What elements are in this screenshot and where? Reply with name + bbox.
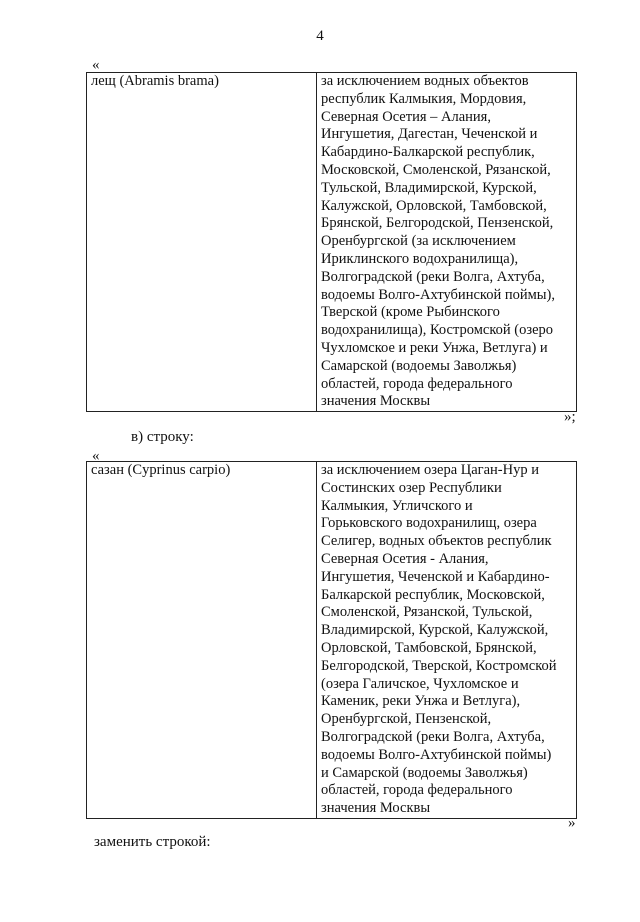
region-line: Каменик, реки Унжа и Ветлуга), xyxy=(321,693,521,710)
region-line: Калмыкия, Угличского и xyxy=(321,497,473,514)
region-line: Ингушетия, Дагестан, Чеченской и xyxy=(321,126,538,143)
region-line: Оренбургской (за исключением xyxy=(321,233,516,250)
region-line: Оренбургской, Пензенской, xyxy=(321,711,492,728)
region-line: Чухломское и реки Унжа, Ветлуга) и xyxy=(321,339,548,356)
caption-zamenit-strokoy: заменить строкой: xyxy=(94,834,211,850)
region-line: Самарской (водоемы Заволжья) xyxy=(321,357,517,374)
opening-quote-2: « xyxy=(92,448,100,464)
table-sazan xyxy=(86,461,577,819)
region-cell-sazan xyxy=(317,462,577,819)
region-line: Волгоградской (реки Волга, Ахтуба, xyxy=(321,728,545,745)
page-number: 4 xyxy=(316,28,324,44)
region-line: Волгоградской (реки Волга, Ахтуба, xyxy=(321,268,545,285)
region-line: Калужской, Орловской, Тамбовской, xyxy=(321,197,547,214)
table-row xyxy=(87,462,577,819)
table-row xyxy=(87,73,577,412)
region-line: Горьковского водохранилищ, озера xyxy=(321,515,537,532)
region-line: Тверской (кроме Рыбинского xyxy=(321,304,500,321)
region-line: Ингушетия, Чеченской и Кабардино- xyxy=(321,568,550,585)
caption-v-stroku: в) строку: xyxy=(131,429,194,445)
region-line: водоемы Волго-Ахтубинской поймы) xyxy=(321,746,552,763)
region-line: Брянской, Белгородской, Пензенской, xyxy=(321,215,554,232)
region-line: Орловской, Тамбовской, Брянской, xyxy=(321,639,537,656)
table-lesch xyxy=(86,72,577,412)
region-line: Селигер, водных объектов республик xyxy=(321,533,552,550)
region-line: за исключением озера Цаган-Нур и xyxy=(321,462,539,478)
region-line: областей, города федерального xyxy=(321,375,513,392)
region-line: значения Москвы xyxy=(321,393,431,410)
region-line: Смоленской, Рязанской, Тульской, xyxy=(321,604,533,621)
species-cell-sazan: сазан (Cyprinus carpio) xyxy=(87,462,317,819)
region-line: Северная Осетия - Алания, xyxy=(321,550,489,567)
region-line: Кабардино-Балкарской республик, xyxy=(321,144,535,161)
region-line: водоемы Волго-Ахтубинской поймы), xyxy=(321,286,555,303)
closing-quote-1: »; xyxy=(564,409,576,425)
opening-quote-1: « xyxy=(92,57,100,73)
region-line: Ириклинского водохранилища), xyxy=(321,250,519,267)
region-line: Состинских озер Республики xyxy=(321,479,502,496)
region-line: республик Калмыкия, Мордовия, xyxy=(321,90,527,107)
region-line: Северная Осетия – Алания, xyxy=(321,108,491,125)
region-line: Белгородской, Тверской, Костромской xyxy=(321,657,557,674)
region-line: областей, города федерального xyxy=(321,782,513,799)
region-line: водохранилища), Костромской (озеро xyxy=(321,322,554,339)
region-line: Владимирской, Курской, Калужской, xyxy=(321,622,549,639)
region-line: (озера Галичское, Чухломское и xyxy=(321,675,519,692)
region-line: Тульской, Владимирской, Курской, xyxy=(321,179,537,196)
region-line: за исключением водных объектов xyxy=(321,73,529,89)
region-line: Московской, Смоленской, Рязанской, xyxy=(321,161,551,178)
region-line: и Самарской (водоемы Заволжья) xyxy=(321,764,528,781)
species-cell-lesch: лещ (Abramis brama) xyxy=(87,73,317,412)
region-cell-lesch xyxy=(317,73,577,412)
region-line: Балкарской республик, Московской, xyxy=(321,586,545,603)
region-line: значения Москвы xyxy=(321,800,431,817)
closing-quote-2: » xyxy=(568,815,576,831)
